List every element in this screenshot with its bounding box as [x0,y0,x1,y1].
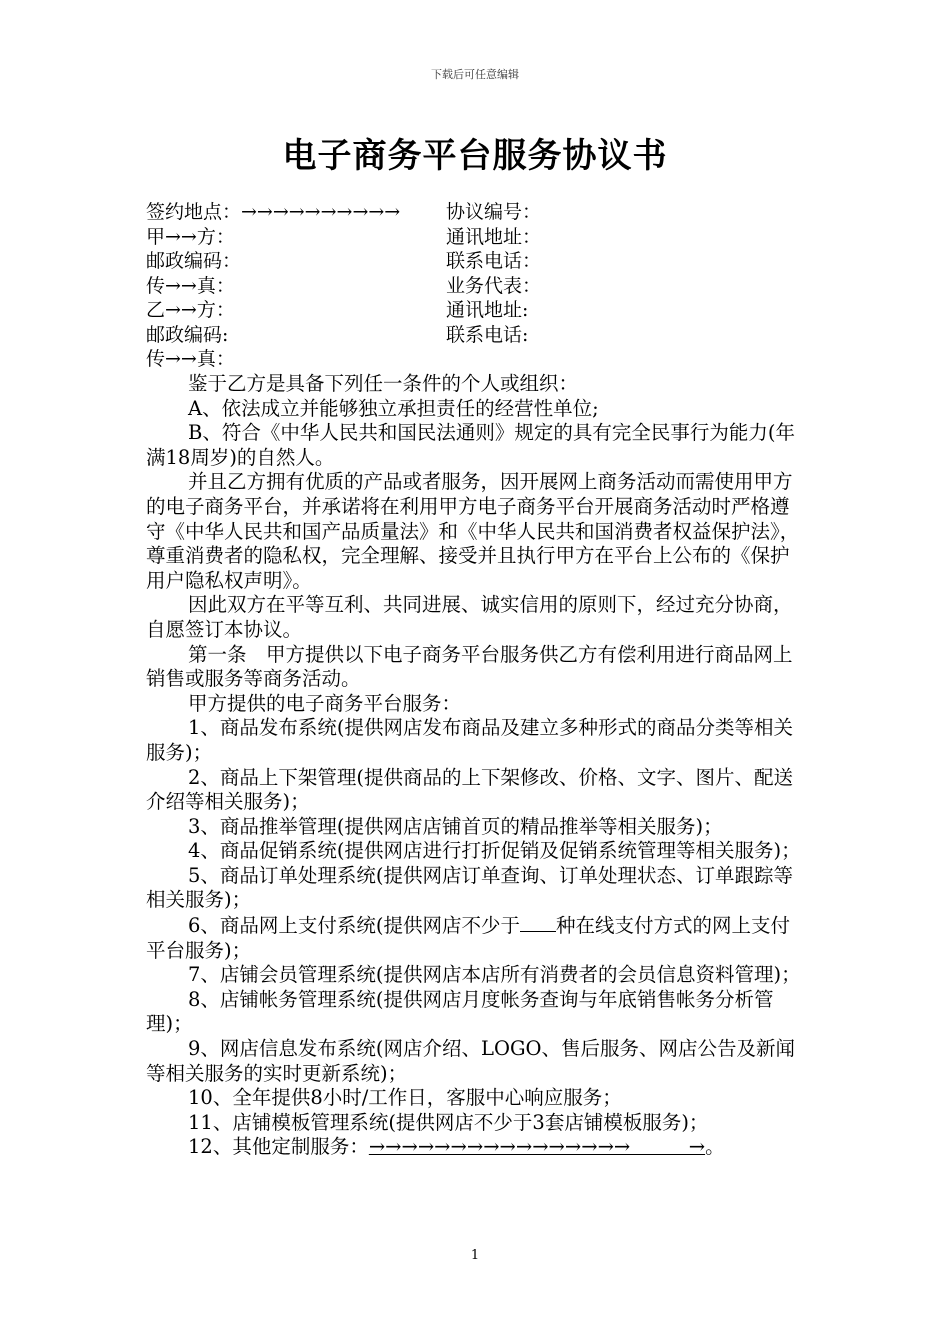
service-item-8: 8、店铺帐务管理系统(提供网店月度帐务查询与年底销售帐务分析管理)； [146,987,774,1036]
paragraph-preamble: 鉴于乙方是具备下列任一条件的个人或组织： [188,372,579,395]
paragraph-condition-b: B、符合《中华人民共和国民法通则》规定的具有完全民事行为能力(年满18周岁)的自然人。 [146,421,795,469]
service-item-6 [146,913,806,963]
field-row [146,249,806,274]
service-item-6-before: 6、商品网上支付系统(提供网店不少于 [188,914,521,938]
page-number: 1 [470,1248,480,1263]
field-party-b-postcode: 邮政编码: [146,323,229,346]
field-row [146,200,806,225]
field-party-a-fax: 传→→真： [146,274,235,297]
service-item-10: 10、全年提供8小时/工作日，客服中心响应服务； [188,1086,622,1110]
paragraph-services-heading: 甲方提供的电子商务平台服务： [188,691,462,715]
payment-methods-blank [520,913,556,932]
field-party-b-fax: 传→→真： [146,348,235,370]
party-info-fields [146,200,806,372]
service-item-9: 9、网店信息发布系统(网店介绍、LOGO、售后服务、网店公告及新闻等相关服务的实时更新系统)； [146,1037,796,1085]
field-row [146,323,806,348]
field-row [146,347,806,372]
document-title: 电子商务平台服务协议书 [282,136,668,176]
field-party-a-phone: 联系电话： [446,250,542,272]
service-item-12-before: 12、其他定制服务： [188,1135,369,1159]
service-item-6-after: 种在线支付方式的网上支付平台服务)； [146,914,791,962]
field-agreement-number: 协议编号： [446,201,542,223]
service-item-11: 11、店铺模板管理系统(提供网店不少于3套店铺模板服务)； [188,1110,709,1134]
agreement-body [146,372,806,1160]
service-item-2: 2、商品上下架管理(提供商品的上下架修改、价格、文字、图片、配送介绍等相关服务)； [146,765,794,814]
service-item-5: 5、商品订单处理系统(提供网店订单查询、订单处理状态、订单跟踪等相关服务)； [146,863,794,912]
field-signing-place: 签约地点：→→→→→→→→→→ [146,201,401,223]
paragraph-commitment: 并且乙方拥有优质的产品或者服务，因开展网上商务活动而需使用甲方的电子商务平台，并承诺将在利用甲方电子商务平台开展商务活动时严格遵守《中华人民共和国产品质量法》和《中华人民共和国消费者权益保护法》，尊重消费者的隐私权，完全理解、接受并且执行甲方在平台上公布的《保护用户隐私权声明》。 [146,470,800,592]
field-party-a-postcode: 邮政编码： [146,250,242,272]
service-item-4: 4、商品促销系统(提供网店进行打折促销及促销系统管理等相关服务)； [188,839,801,863]
field-party-a-representative: 业务代表： [446,274,542,297]
service-item-12-after: 。 [705,1135,725,1159]
paragraph-condition-a: A、依法成立并能够独立承担责任的经营性单位; [188,396,599,420]
header-note: 下载后可任意编辑 [431,68,519,81]
field-row [146,298,806,323]
field-row [146,225,806,250]
service-item-1: 1、商品发布系统(提供网店发布商品及建立多种形式的商品分类等相关服务)； [146,716,794,764]
service-item-7: 7、店铺会员管理系统(提供网店本店所有消费者的会员信息资料管理)； [188,963,801,987]
service-item-3: 3、商品推举管理(提供网店店铺首页的精品推举等相关服务)； [188,814,723,838]
field-party-a-address: 通讯地址： [446,225,542,248]
paragraph-article-one: 第一条 甲方提供以下电子商务平台服务供乙方有偿利用进行商品网上销售或服务等商务活动。 [146,642,793,691]
paragraph-agreement-basis: 因此双方在平等互利、共同进展、诚实信用的原则下，经过充分协商，自愿签订本协议。 [146,593,793,641]
field-party-b: 乙→→方： [146,299,235,321]
service-item-12 [146,1135,806,1160]
field-party-a: 甲→→方： [146,225,235,248]
field-row [146,274,806,299]
field-party-b-address: 通讯地址: [446,299,529,321]
custom-service-blank: →→→→→→→→→→→→→→→→ → [368,1135,706,1159]
field-party-b-phone: 联系电话: [446,323,529,346]
